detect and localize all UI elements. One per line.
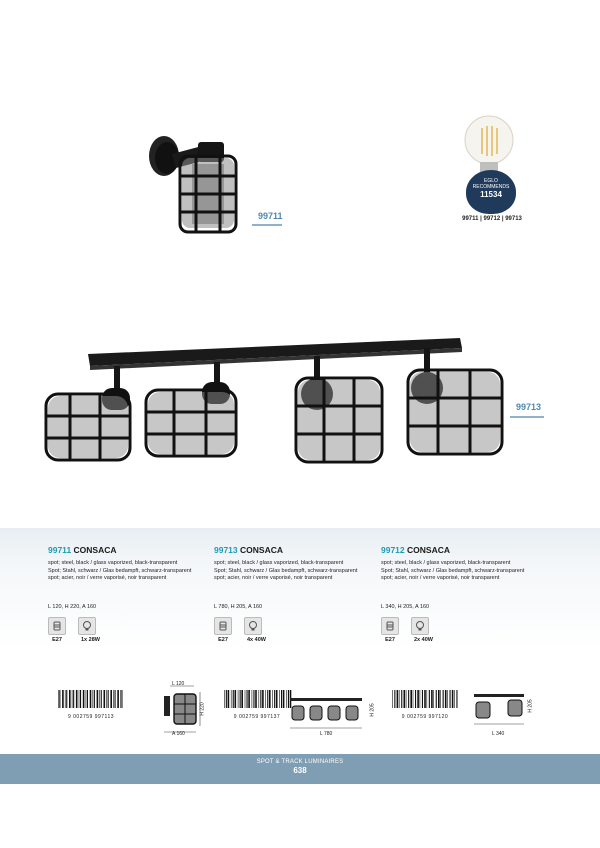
product-description [214, 560, 384, 583]
dim-projection: A 160 [172, 731, 185, 737]
wall-spot-model-label: 99711 [258, 211, 283, 221]
socket-icon [381, 617, 399, 635]
desc-fr: spot; acier, noir / verre vaporisé, noir transparent [48, 575, 167, 582]
footer-section-title: SPOT & TRACK LUMINAIRES [256, 759, 344, 765]
product-name: CONSACA [407, 545, 450, 555]
product-column-99712 [381, 545, 551, 643]
barcode-bars [56, 690, 126, 708]
product-title [381, 545, 551, 555]
badge-brand: EGLO [484, 178, 498, 184]
barcode-number: 9 002759 997120 [401, 714, 449, 720]
socket-icon [214, 617, 232, 635]
product-description [381, 560, 551, 583]
barcode-99711 [56, 690, 126, 720]
barcode-number: 9 002759 997137 [233, 714, 281, 720]
wall-spot-product-image [140, 128, 260, 238]
barcode-number: 9 002759 997113 [67, 714, 115, 720]
bulb-icon [78, 617, 96, 635]
product-title [48, 545, 218, 555]
badge-bulb-code: 11534 [480, 190, 502, 199]
socket-type: E27 [218, 636, 228, 643]
desc-en: spot; steel, black / glass vaporized, black-transparent [381, 560, 511, 566]
socket-type: E27 [385, 636, 395, 643]
wattage: 1x 28W [81, 636, 100, 643]
barcode-bars [222, 690, 292, 708]
desc-fr: spot; acier, noir / verre vaporisé, noir transparent [381, 575, 500, 582]
dim-height: H 205 [527, 699, 534, 713]
dim-length: L 340 [492, 731, 505, 737]
bar-spot-product-image [40, 336, 515, 466]
barcode-99713 [222, 690, 292, 720]
product-title [214, 545, 384, 555]
desc-de: Spot; Stahl, schwarz / Glas bedampft, schwarz-transparent [48, 567, 192, 574]
product-code: 99711 [48, 545, 72, 555]
dim-length: L 780 [320, 731, 333, 737]
socket-icon [48, 617, 66, 635]
wattage: 4x 40W [247, 636, 266, 643]
barcode-99712 [390, 690, 460, 720]
bulb-compatible-models: 99711 | 99712 | 99713 [462, 216, 522, 222]
desc-de: Spot; Stahl, schwarz / Glas bedampft, schwarz-transparent [214, 567, 358, 574]
badge-recommends: RECOMMENDS [472, 184, 510, 190]
bulb-icon [244, 617, 262, 635]
product-dimensions: L 120, H 220, A 160 [48, 603, 97, 610]
product-dimensions: L 340, H 205, A 160 [381, 603, 430, 610]
product-code: 99712 [381, 545, 405, 555]
product-code: 99713 [214, 545, 238, 555]
bulb-icon [411, 617, 429, 635]
barcode-bars [390, 690, 460, 708]
page-footer [0, 754, 600, 784]
desc-fr: spot; acier, noir / verre vaporisé, noir transparent [214, 575, 333, 582]
desc-de: Spot; Stahl, schwarz / Glas bedampft, schwarz-transparent [381, 567, 525, 574]
bar-spot-dimension-drawing [286, 694, 368, 734]
desc-en: spot; steel, black / glass vaporized, black-transparent [48, 560, 178, 566]
product-name: CONSACA [240, 545, 283, 555]
product-column-99711 [48, 545, 218, 643]
product-dimensions: L 780, H 205, A 160 [214, 603, 263, 610]
product-name: CONSACA [73, 545, 117, 555]
dim-length: L 120 [172, 681, 185, 687]
wattage: 2x 40W [414, 636, 433, 643]
two-spot-dimension-drawing [470, 690, 530, 730]
product-column-99713 [214, 545, 384, 643]
desc-en: spot; steel, black / glass vaporized, black-transparent [214, 560, 344, 566]
dim-height: H 220 [199, 702, 206, 716]
socket-type: E27 [52, 636, 62, 643]
page-number: 638 [293, 766, 307, 775]
dim-height: H 205 [369, 703, 376, 717]
product-description [48, 560, 218, 583]
bar-spot-label-line [510, 416, 544, 418]
eglo-recommends-badge [466, 170, 516, 214]
wall-spot-label-line [252, 224, 282, 226]
bar-spot-model-label: 99713 [516, 402, 542, 412]
